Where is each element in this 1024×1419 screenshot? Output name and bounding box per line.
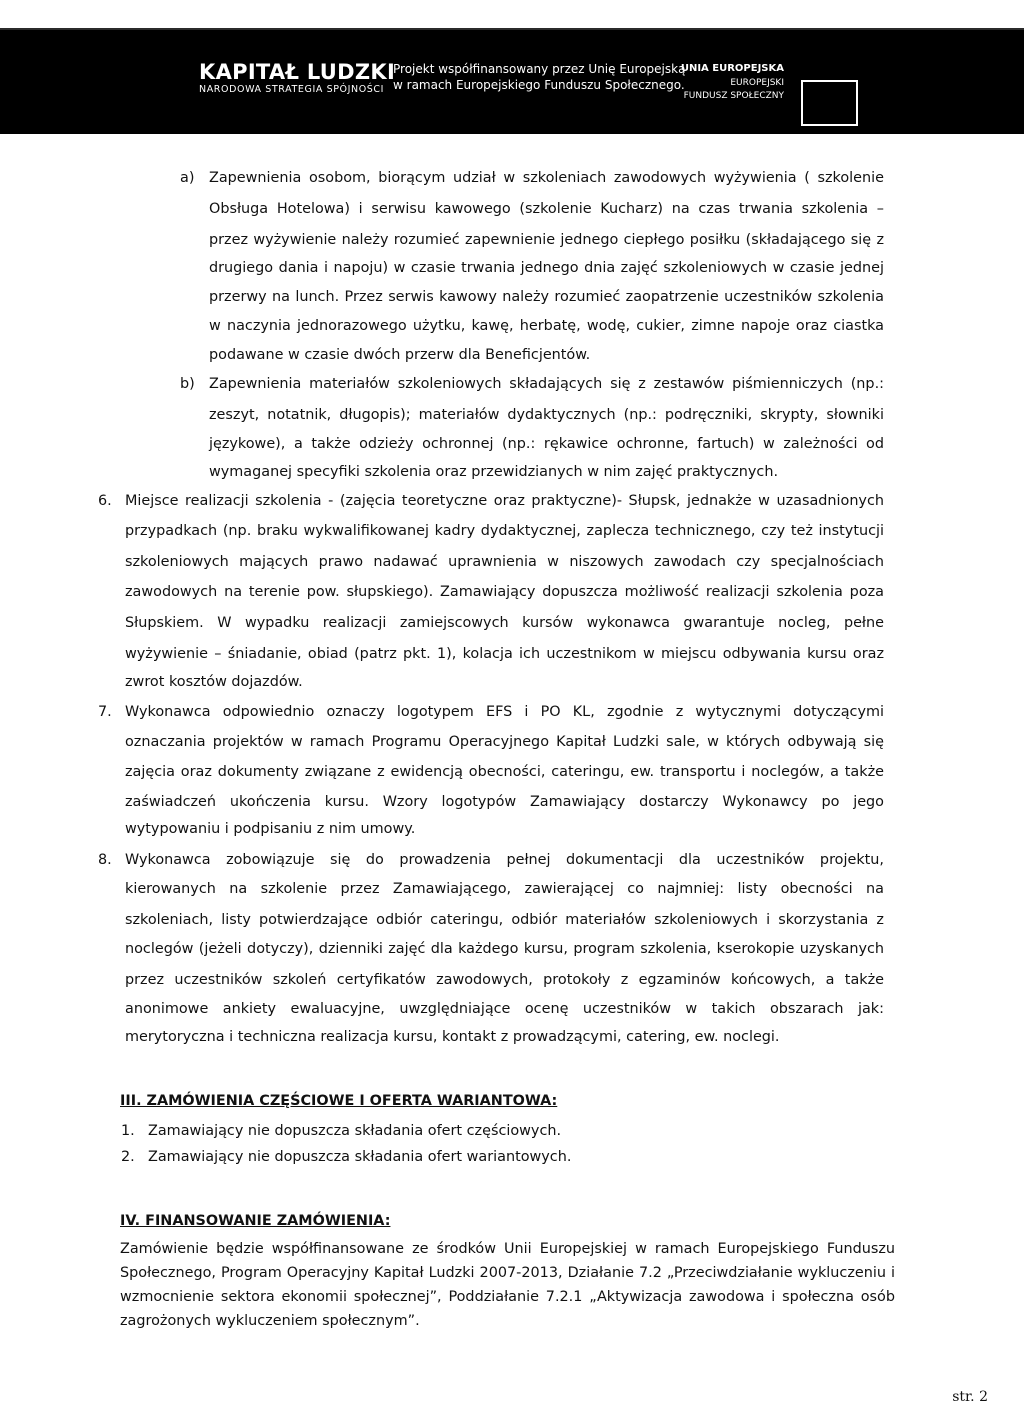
item-b-label: b) [180, 376, 195, 392]
page-number: str. 2 [952, 1389, 988, 1405]
item-b-line: językowe), a także odzieży ochronnej (np.: rękawice ochronne, fartuch) w zależności od [209, 436, 884, 452]
item-6-line: Miejsce realizacji szkolenia - (zajęcia teoretyczne oraz praktyczne)- Słupsk, jednakże w uzasadnionych [125, 493, 884, 509]
item-7-line: zajęcia oraz dokumenty związane z ewidencją obecności, cateringu, ew. transportu i noclegów, a także [125, 764, 884, 780]
item-8-line: kierowanych na szkolenie przez Zamawiającego, zawierającej co najmniej: listy obecności na [125, 881, 884, 897]
section-4-heading: IV. FINANSOWANIE ZAMÓWIENIA: [120, 1213, 391, 1229]
item-b-line: Zapewnienia materiałów szkoleniowych składających się z zestawów piśmienniczych (np.: [209, 376, 884, 392]
eu-subtitle-1: EUROPEJSKI [730, 78, 784, 88]
item-a-line: Zapewnienia osobom, biorącym udział w szkoleniach zawodowych wyżywienia ( szkolenie [209, 170, 884, 186]
section-3-item-text: Zamawiający nie dopuszcza składania ofert wariantowych. [148, 1149, 572, 1165]
item-a-line: przez wyżywienie należy rozumieć zapewnienie jednego ciepłego posiłku (składającego się z [209, 232, 884, 248]
item-6-label: 6. [98, 493, 112, 509]
section-4-line: Społecznego, Program Operacyjny Kapitał Ludzki 2007-2013, Działanie 7.2 „Przeciwdziałanie wykluczeniu i [120, 1265, 895, 1281]
item-a-line: przerwy na lunch. Przez serwis kawowy należy rozumieć zaopatrzenie uczestników szkolenia [209, 289, 884, 305]
section-3-item-num: 1. [121, 1123, 135, 1139]
item-a-label: a) [180, 170, 195, 186]
item-7-line: wytypowaniu i podpisaniu z nim umowy. [125, 821, 416, 837]
eu-title: UNIA EUROPEJSKA [680, 63, 784, 74]
item-7-line: oznaczania projektów w ramach Programu Operacyjnego Kapitał Ludzki sale, w których odbywają się [125, 734, 884, 750]
project-line-1: Projekt współfinansowany przez Unię Europejską [393, 62, 686, 76]
section-3-heading: III. ZAMÓWIENIA CZĘŚCIOWE I OFERTA WARIANTOWA: [120, 1093, 558, 1109]
item-a-line: drugiego dania i napoju) w czasie trwania jednego dnia zajęć szkoleniowych w czasie jednej [209, 260, 884, 276]
kapital-ludzki-logo: KAPITAŁ LUDZKI [199, 60, 396, 84]
section-4-line: zagrożonych wykluczeniem społecznym”. [120, 1313, 420, 1329]
eu-flag-icon [801, 80, 858, 126]
item-8-line: noclegów (jeżeli dotyczy), dzienniki zajęć dla każdego kursu, program szkolenia, kserokopie uzyskanych [125, 941, 884, 957]
item-7-line: zaświadczeń ukończenia kursu. Wzory logotypów Zamawiający dostarczy Wykonawcy po jego [125, 794, 884, 810]
item-a-line: podawane w czasie dwóch przerw dla Beneficjentów. [209, 347, 591, 363]
section-3-item-text: Zamawiający nie dopuszcza składania ofert częściowych. [148, 1123, 562, 1139]
item-8-label: 8. [98, 852, 112, 868]
item-6-line: wyżywienie – śniadanie, obiad (patrz pkt. 1), kolacja ich uczestnikom w miejscu odbywania kursu oraz [125, 646, 884, 662]
item-8-line: Wykonawca zobowiązuje się do prowadzenia pełnej dokumentacji dla uczestników projektu, [125, 852, 884, 868]
project-line-2: w ramach Europejskiego Funduszu Społecznego. [393, 78, 685, 92]
item-b-line: wymaganej specyfiki szkolenia oraz przewidzianych w nim zajęć praktycznych. [209, 464, 779, 480]
item-6-line: zawodowych na terenie pow. słupskiego). Zamawiający dopuszcza możliwość realizacji szkolenia poza [125, 584, 884, 600]
item-6-line: szkoleniowych mających prawo nadawać uprawnienia w niszowych zawodach czy specjalnościach [125, 554, 884, 570]
item-8-line: przez uczestników szkoleń certyfikatów zawodowych, protokoły z egzaminów końcowych, a także [125, 972, 884, 988]
item-7-line: Wykonawca odpowiednio oznaczy logotypem EFS i PO KL, zgodnie z wytycznymi dotyczącymi [125, 704, 884, 720]
logo-subtitle: NARODOWA STRATEGIA SPÓJNOŚCI [199, 84, 385, 95]
item-a-line: w naczynia jednorazowego użytku, kawę, herbatę, wodę, cukier, zimne napoje oraz ciastka [209, 318, 884, 334]
item-7-label: 7. [98, 704, 112, 720]
item-b-line: zeszyt, notatnik, długopis); materiałów dydaktycznych (np.: podręczniki, skrypty, słowniki [209, 407, 884, 423]
item-6-line: przypadkach (np. braku wykwalifikowanej kadry dydaktycznej, zaplecza technicznego, czy też instytucji [125, 523, 884, 539]
section-3-item-num: 2. [121, 1149, 135, 1165]
section-4-line: wzmocnienie sektora ekonomii społecznej”, Poddziałanie 7.2.1 „Aktywizacja zawodowa i społeczna osób [120, 1289, 895, 1305]
item-8-line: anonimowe ankiety ewaluacyjne, uwzględniające ocenę uczestników w takich obszarach jak: [125, 1001, 884, 1017]
item-6-line: Słupskiem. W wypadku realizacji zamiejscowych kursów wykonawca gwarantuje nocleg, pełne [125, 615, 884, 631]
item-8-line: merytoryczna i techniczna realizacja kursu, kontakt z prowadzącymi, catering, ew. noclegi. [125, 1029, 780, 1045]
item-a-line: Obsługa Hotelowa) i serwisu kawowego (szkolenie Kucharz) na czas trwania szkolenia – [209, 201, 884, 217]
eu-subtitle-2: FUNDUSZ SPOŁECZNY [683, 91, 784, 101]
item-6-line: zwrot kosztów dojazdów. [125, 674, 303, 690]
section-4-line: Zamówienie będzie współfinansowane ze środków Unii Europejskiej w ramach Europejskiego Funduszu [120, 1241, 895, 1257]
item-8-line: szkoleniach, listy potwierdzające odbiór cateringu, odbiór materiałów szkoleniowych i skorzystania z [125, 912, 884, 928]
